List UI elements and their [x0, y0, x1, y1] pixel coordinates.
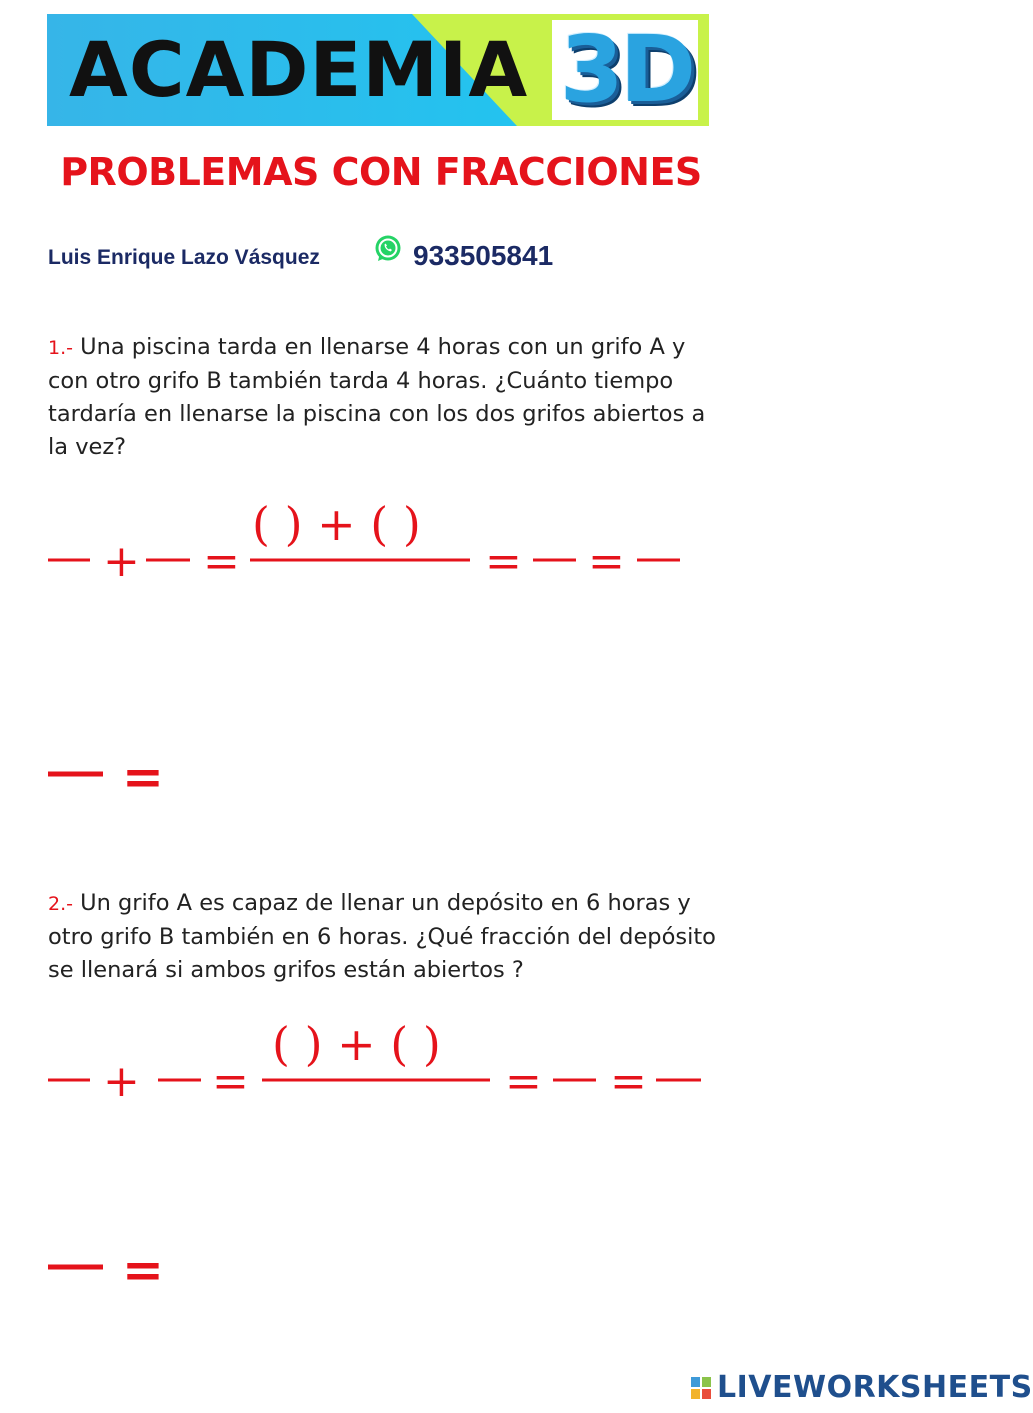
plus-sign: +: [103, 1056, 140, 1107]
result-equation-1: [0, 740, 200, 810]
result-equation-2: [0, 1233, 200, 1303]
equals-sign: =: [122, 747, 164, 806]
equals-sign: =: [505, 1056, 542, 1107]
numerator-expression[interactable]: ( ) + ( ): [272, 1017, 441, 1071]
logo-3d: 3D: [559, 16, 693, 123]
whatsapp-icon: [374, 234, 402, 264]
phone-number: 933505841: [413, 240, 554, 271]
problem-1-text: Una piscina tarda en llenarse 4 horas con un grifo A y con otro grifo B también tarda 4 horas. ¿Cuánto tiempo tardaría en llenarse la piscina con los dos grifos abiertos a la vez?: [48, 334, 706, 460]
numerator-expression[interactable]: ( ) + ( ): [252, 497, 421, 551]
problem-1-number: 1.-: [48, 337, 73, 359]
plus-sign: +: [103, 536, 140, 587]
equals-sign: =: [610, 1056, 647, 1107]
fraction-equation-2: [0, 1010, 760, 1120]
problem-2: [48, 887, 728, 987]
fraction-equation-1: [0, 490, 760, 600]
equals-sign: =: [122, 1240, 164, 1299]
problem-2-text: Un grifo A es capaz de llenar un depósito en 6 horas y otro grifo B también en 6 horas. ¿Qué fracción del depósito se llenará si ambos grifos están abiertos ?: [48, 890, 716, 983]
author-name: Luis Enrique Lazo Vásquez: [48, 246, 320, 269]
academia-banner: [47, 14, 709, 126]
footer-brand[interactable]: LIVEWORKSHEETS: [717, 1370, 1033, 1405]
equals-sign: =: [212, 1056, 249, 1107]
problem-2-number: 2.-: [48, 893, 73, 915]
problem-1: [48, 331, 728, 464]
banner-text: ACADEMIA: [69, 25, 529, 114]
equals-sign: =: [485, 536, 522, 587]
page-title: PROBLEMAS CON FRACCIONES: [60, 150, 702, 194]
equals-sign: =: [203, 536, 240, 587]
liveworksheets-logo-icon: [690, 1376, 712, 1400]
equals-sign: =: [588, 536, 625, 587]
